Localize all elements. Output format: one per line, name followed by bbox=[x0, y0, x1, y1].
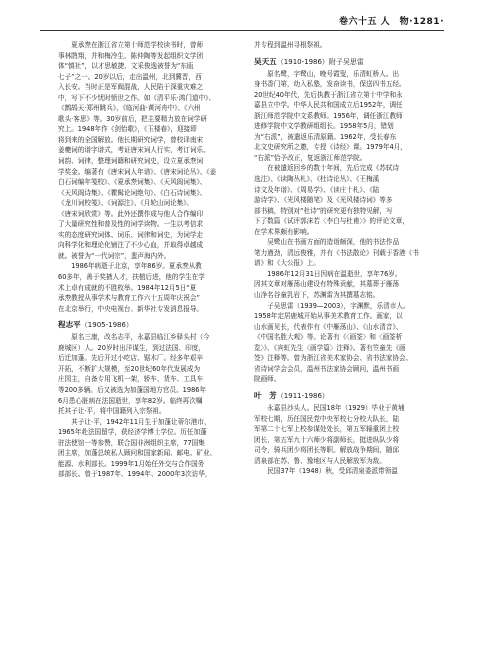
text-line: 1965年赴法国留学，获经济学博士学位。历任加蓬 bbox=[58, 428, 207, 437]
text-line: 入长安。当时正是军阀混战，人民陷于深重灾难之 bbox=[58, 83, 204, 92]
text-line: 就。被誉为“一代词宗”，蜚声海内外。 bbox=[58, 251, 171, 260]
text-line: 山净名谷童乳岩下，苏渊雷为其撰墓志铭。 bbox=[254, 291, 380, 300]
entry-heading-wu-tianwu bbox=[254, 56, 430, 68]
entry-wu-tianwu-text bbox=[254, 69, 430, 385]
text-line: 庄园主，自备专用飞机一架，轿车、货车、工具车 bbox=[58, 375, 204, 384]
entry-name: 程志平 bbox=[58, 320, 81, 330]
text-line: 北文史研究所之邀，专授《诗经》课。1979年4月， bbox=[254, 143, 407, 152]
text-line: 6月患心脏病在法国逝世，享年82岁。临终再次嘱 bbox=[58, 396, 203, 405]
text-line: 姜夔词的谱字谱式，考证唐宋词人行实，考订词乐、 bbox=[58, 146, 210, 155]
page-header bbox=[40, 14, 444, 31]
entry-years: （1905-1986） bbox=[80, 321, 133, 330]
text-line: 承焘教授从事学术与教育工作六十五周年庆祝会” bbox=[58, 294, 200, 303]
text-line: 并专程到温州寻根祭祖。 bbox=[254, 41, 327, 49]
text-line: 中，写下不少忧时愤世之作。如《清平乐·鸿门道中》、 bbox=[58, 93, 216, 102]
text-line: 将到来的全国解放。他长期研究词学，曾校译南宋 bbox=[58, 135, 204, 144]
text-line: 览〉》、《宾虹先生〈画学篇〉注释》。著有笠童先《画 bbox=[254, 343, 406, 352]
text-line: 省诗词学会会员，温州书法家协会顾问，温州书画 bbox=[254, 364, 400, 373]
entry-name: 吴天五 bbox=[254, 56, 277, 66]
entry-years: （1911-1986） bbox=[276, 391, 329, 400]
text-line: 浙江师范学院中文系教师。1956年，调任浙江教师 bbox=[254, 111, 403, 120]
text-line: 事林鹍翔，并和梅冷生、陈仲陶等发起组织文学团 bbox=[58, 51, 204, 60]
text-line: 在学术界颇有影响。 bbox=[254, 227, 314, 236]
text-line: 后迁加蓬。先后开过小吃店、锯木厂。经多年艰辛 bbox=[58, 354, 204, 363]
text-line: 原名鹭，字鹭山，晚号霞叟，乐清虹桥人。出 bbox=[254, 69, 400, 78]
text-line: 部书稿，特别对“杜诗”的研究更有独特见解，写 bbox=[254, 206, 393, 215]
text-line: 体“慎社”，以才思敏捷、文采俊逸被誉为“东瓯 bbox=[58, 62, 194, 71]
text-line: 《中国名胜大观》等。论著有《〈画筌〉和〈画筌析 bbox=[254, 333, 403, 342]
text-line: 究上。1948年作《剑怡歌》，《玉楼春》，迎接即 bbox=[58, 125, 197, 134]
text-line: 诗文及年谱》、《周易学》、《读庄十札》、《陆 bbox=[254, 185, 380, 194]
text-line: 笔力遒劲，清远俊雅，并有《书法散论》刊载于香港《书 bbox=[254, 248, 419, 257]
text-line: 《龙川词校笺》、《词源注》、《月轮山词论集》、 bbox=[58, 199, 194, 208]
text-line: 永嘉县沙头人。民国18年（1929）毕业于黄埔 bbox=[254, 403, 405, 412]
text-line: 《唐宋词欣赏》等。此外还撰作成与他人合作编印 bbox=[58, 209, 204, 218]
text-line: 夏承焘在浙江省立第十师范学校读书时，曾师 bbox=[58, 41, 204, 49]
entry-heading-ye-fang bbox=[254, 390, 430, 402]
entry-xia-chengtao-text bbox=[58, 40, 234, 314]
entry-name: 叶 芳 bbox=[254, 390, 277, 400]
text-line: 1986年12月31日因病在温逝世，享年76岁。 bbox=[254, 269, 402, 278]
text-line: 学奖金。编著有《唐宋词人年谱》、《唐宋词论丛》、《姜 bbox=[58, 167, 217, 176]
text-line: 游诗学》、《光风楼随笔》及《光风楼诗词》等多 bbox=[254, 196, 393, 205]
text-line: 鹿城区）人。20岁时出洋谋生，到过法国、印度， bbox=[58, 343, 205, 352]
text-line: 签》注释等。曾为浙江省美术家协会、省书法家协会、 bbox=[254, 354, 413, 363]
text-line: 《天风阁诗集》、《瞿髯论词绝句》、《白石诗词集》、 bbox=[58, 188, 207, 197]
text-line: 山水画见长，代表作有《中雁荡山》、《山水清音》、 bbox=[254, 322, 403, 331]
text-line: 术上卓有成就的不胜枚举。1984年12月5日“夏 bbox=[58, 283, 197, 292]
left-column bbox=[58, 40, 234, 480]
text-line: 嘉县立中学。中华人民共和国成立后1952年，调任 bbox=[254, 101, 403, 110]
text-line: 能源、水利部长。1999年1月始任外交与合作国务 bbox=[58, 459, 205, 468]
text-line: 驻法使馆一等参赞，联合国非洲组织主席，77国集 bbox=[58, 438, 205, 447]
text-line: 1958年定居鹿城开始从事美术教育工作。画家，以 bbox=[254, 312, 403, 321]
entry-ye-fang-text bbox=[254, 403, 430, 477]
text-line: 部部长。曾于1987年、1994年、2000年3次访华， bbox=[58, 470, 212, 479]
text-line: 军校七期，历任国民党中央军校七分校大队长，陆 bbox=[254, 414, 400, 423]
text-line: 吴鹭山在书画方面的造诣颇深，他的书法作品 bbox=[254, 238, 400, 247]
text-line: 等200多辆。后又被选为加蓬国地方官员。1986年 bbox=[58, 385, 207, 394]
text-line: 白石词编年笺校》、《夏承焘词集》、《天风阁词集》、 bbox=[58, 178, 207, 187]
text-line: “右派”恰予改正，复返浙江师范学院。 bbox=[254, 153, 367, 162]
text-line: 进修学院中文学教研组组长。1958年5月，错划 bbox=[254, 122, 394, 131]
text-line: 在被遣返回乡的数十年间，先后完成《苏轼诗 bbox=[254, 164, 400, 173]
text-line: 院画师。 bbox=[254, 375, 281, 384]
entry-cheng-zhiping-text bbox=[58, 332, 234, 480]
entry-heading-cheng-zhiping bbox=[58, 319, 234, 331]
text-line: 因其文章对雁荡山建设有特殊贡献，其墓葬于雁荡 bbox=[254, 280, 400, 289]
text-line: 身书香门第，幼入私塾，发奋读书，保送四书五经。 bbox=[254, 80, 406, 89]
text-line: 子吴思雷（1939—2003），字渊默，乐清市人。 bbox=[254, 301, 410, 310]
text-line: 歌头·客思》等。30岁前后，把主要精力放在词学研 bbox=[58, 114, 207, 123]
text-line: 向科学化和理论化铺注了不少心血，并取得卓越成 bbox=[58, 241, 204, 250]
text-line: 开拓，不断扩大规模，至20世纪60年代发展成为 bbox=[58, 364, 201, 373]
text-line: 为“右派”，被遣返乐清原籍。1962年，受长春东 bbox=[254, 132, 397, 141]
text-line: 团长、第五军九十六师少将副师长，挺进纵队少将 bbox=[254, 435, 400, 444]
text-line: 60多年，善于奖掖人才，扶植后进，他的学生在学 bbox=[58, 273, 205, 282]
text-line: 20世纪40年代，先后执教于浙江省立第十中学和永 bbox=[254, 90, 403, 99]
text-line: 原名三康，改名志平，永嘉县临江乡驿头村（今 bbox=[58, 333, 210, 342]
page-header-title: 卷六十五 人 物·1281· bbox=[338, 17, 444, 27]
text-line: 1986年病逝于北京，享年86岁。夏承焘从教 bbox=[58, 262, 202, 271]
text-line: 清泉部在苏、鲁、豫地区与人民解放军为敌。 bbox=[254, 456, 386, 465]
entry-xia-chengtao-continuation bbox=[254, 40, 430, 51]
text-line: 民国37年（1948）秋，受邱清泉委派带领温 bbox=[254, 467, 398, 476]
text-line: 七子”之一。20岁以后，走出温州，北到冀晋，西 bbox=[58, 72, 202, 81]
text-line: 其子让·平，1942年11月生于加蓬让蒂尔港市， bbox=[58, 417, 211, 426]
text-line: 实的态度研究词体、词乐、词律和词史，为词学走 bbox=[58, 230, 204, 239]
text-line: 选注》、《读陶丛札》、《杜诗论丛》、《王梅溪 bbox=[254, 175, 380, 184]
text-line: 了大量研究性和普及性的词学读物。一生以考信求 bbox=[58, 220, 204, 229]
text-line: 团主席，加蓬总统私人顾问和国家新闻、邮电、矿业、 bbox=[58, 449, 217, 458]
text-line: 司令，骑兵团少将团长等职。解放战争期间，随邱 bbox=[254, 446, 400, 455]
text-line: 军第二十七军上校参谋处处长，第五军辎重团上校 bbox=[254, 425, 400, 434]
text-line: 下了数篇《试评郭沫若〈李白与杜甫〉》的评论文章， bbox=[254, 217, 409, 226]
text-line: 托其子让·平，将中国籍列入宗祭祖。 bbox=[58, 407, 166, 416]
entry-years: （1910-1986）附子吴思雷 bbox=[276, 57, 364, 66]
right-column bbox=[254, 40, 430, 477]
text-line: 谱》和《大公报》上。 bbox=[254, 259, 320, 268]
text-line: 《鹧鸪天·郑州眺兵》、《临河曲·黄河舟中》、《六州 bbox=[58, 104, 201, 113]
text-line: 在北京举行，中央电视台、新华社专发消息报导。 bbox=[58, 304, 204, 313]
text-line: 词韵、词律，整理词籍和研究词史，设立夏承焘词 bbox=[58, 157, 204, 166]
